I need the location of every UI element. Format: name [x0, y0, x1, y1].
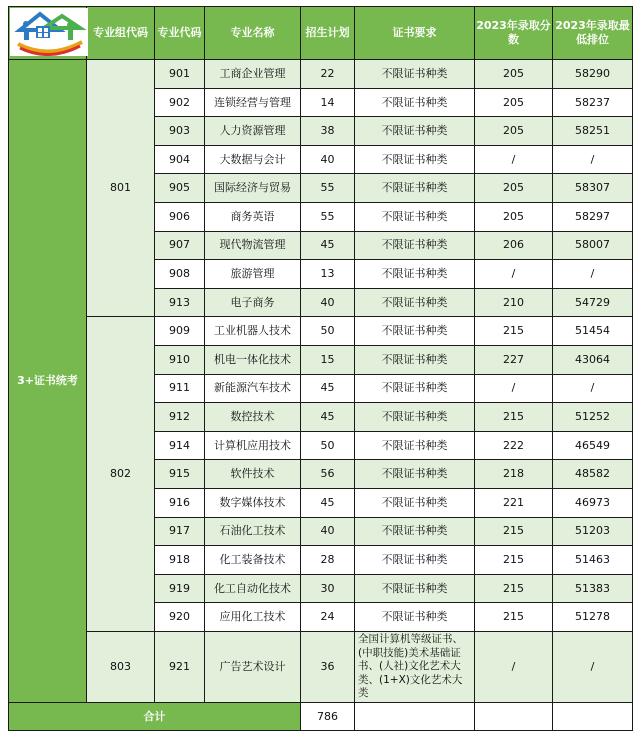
- cert-cell: 不限证书种类: [355, 460, 475, 489]
- major-name-cell: 现代物流管理: [205, 231, 301, 260]
- score-cell: 210: [475, 288, 553, 317]
- score-cell: /: [475, 145, 553, 174]
- score-cell: 227: [475, 345, 553, 374]
- plan-cell: 15: [301, 345, 355, 374]
- score-cell: 215: [475, 317, 553, 346]
- cert-cell: 不限证书种类: [355, 546, 475, 575]
- major-code-cell: 915: [155, 460, 205, 489]
- cert-cell: 不限证书种类: [355, 174, 475, 203]
- major-code-cell: 907: [155, 231, 205, 260]
- plan-cell: 50: [301, 431, 355, 460]
- cert-cell: 不限证书种类: [355, 403, 475, 432]
- score-cell: 215: [475, 403, 553, 432]
- major-code-cell: 910: [155, 345, 205, 374]
- total-empty-cell: [475, 703, 553, 731]
- table-row: [9, 631, 633, 702]
- plan-cell: 40: [301, 145, 355, 174]
- major-code-cell: 920: [155, 603, 205, 632]
- score-cell: 222: [475, 431, 553, 460]
- plan-cell: 24: [301, 603, 355, 632]
- score-cell: 206: [475, 231, 553, 260]
- plan-cell: 22: [301, 60, 355, 89]
- plan-cell: 56: [301, 460, 355, 489]
- plan-cell: 13: [301, 260, 355, 289]
- major-code-cell: 917: [155, 517, 205, 546]
- plan-cell: 45: [301, 374, 355, 403]
- group-code-cell: 803: [87, 631, 155, 702]
- rank-cell: 46549: [553, 431, 633, 460]
- major-name-cell: 应用化工技术: [205, 603, 301, 632]
- major-code-cell: 916: [155, 488, 205, 517]
- major-name-cell: 机电一体化技术: [205, 345, 301, 374]
- score-cell: 218: [475, 460, 553, 489]
- major-name-cell: 工业机器人技术: [205, 317, 301, 346]
- plan-cell: 45: [301, 488, 355, 517]
- rank-cell: /: [553, 631, 633, 702]
- cert-cell: 不限证书种类: [355, 288, 475, 317]
- major-code-cell: 918: [155, 546, 205, 575]
- rank-cell: /: [553, 260, 633, 289]
- score-cell: /: [475, 374, 553, 403]
- cert-cell: 不限证书种类: [355, 202, 475, 231]
- group-code-cell: 801: [87, 60, 155, 317]
- plan-cell: 40: [301, 517, 355, 546]
- major-code-cell: 902: [155, 88, 205, 117]
- major-code-cell: 901: [155, 60, 205, 89]
- plan-cell: 45: [301, 403, 355, 432]
- score-cell: 215: [475, 517, 553, 546]
- major-name-cell: 大数据与会计: [205, 145, 301, 174]
- rank-cell: 58007: [553, 231, 633, 260]
- score-cell: 205: [475, 117, 553, 146]
- cert-cell: 不限证书种类: [355, 88, 475, 117]
- admission-plan-table: [8, 6, 633, 731]
- plan-cell: 38: [301, 117, 355, 146]
- major-name-cell: 数控技术: [205, 403, 301, 432]
- cert-cell: 不限证书种类: [355, 517, 475, 546]
- cert-cell: 不限证书种类: [355, 317, 475, 346]
- rank-cell: 51454: [553, 317, 633, 346]
- rank-cell: 51278: [553, 603, 633, 632]
- cert-cell: 不限证书种类: [355, 574, 475, 603]
- plan-cell: 14: [301, 88, 355, 117]
- major-code-cell: 909: [155, 317, 205, 346]
- rank-cell: /: [553, 374, 633, 403]
- plan-cell: 36: [301, 631, 355, 702]
- score-cell: 205: [475, 60, 553, 89]
- score-cell: 205: [475, 88, 553, 117]
- cert-cell: 不限证书种类: [355, 260, 475, 289]
- total-label: 合计: [9, 703, 301, 731]
- major-name-cell: 数字媒体技术: [205, 488, 301, 517]
- rank-cell: 54729: [553, 288, 633, 317]
- score-cell: 205: [475, 202, 553, 231]
- major-code-cell: 906: [155, 202, 205, 231]
- header-plan: 招生计划: [301, 7, 355, 60]
- plan-cell: 28: [301, 546, 355, 575]
- major-name-cell: 电子商务: [205, 288, 301, 317]
- cert-cell: 不限证书种类: [355, 603, 475, 632]
- major-name-cell: 化工装备技术: [205, 546, 301, 575]
- score-cell: /: [475, 631, 553, 702]
- category-cell: 3+证书统考: [9, 60, 87, 703]
- score-cell: 215: [475, 603, 553, 632]
- major-name-cell: 商务英语: [205, 202, 301, 231]
- major-code-cell: 919: [155, 574, 205, 603]
- header-rank: 2023年录取最低排位: [553, 7, 633, 60]
- total-plan: 786: [301, 703, 355, 731]
- plan-cell: 50: [301, 317, 355, 346]
- cert-cell: 不限证书种类: [355, 145, 475, 174]
- major-name-cell: 国际经济与贸易: [205, 174, 301, 203]
- cert-cell: 不限证书种类: [355, 231, 475, 260]
- admission-table-wrapper: [8, 6, 633, 731]
- table-body: [9, 60, 633, 731]
- score-cell: 221: [475, 488, 553, 517]
- major-code-cell: 911: [155, 374, 205, 403]
- score-cell: 215: [475, 546, 553, 575]
- rank-cell: 51252: [553, 403, 633, 432]
- major-code-cell: 912: [155, 403, 205, 432]
- cert-cell: 不限证书种类: [355, 345, 475, 374]
- plan-cell: 30: [301, 574, 355, 603]
- table-row: [9, 317, 633, 346]
- major-code-cell: 903: [155, 117, 205, 146]
- header-score: 2023年录取分数: [475, 7, 553, 60]
- score-cell: /: [475, 260, 553, 289]
- score-cell: 205: [475, 174, 553, 203]
- cert-cell: 不限证书种类: [355, 374, 475, 403]
- major-name-cell: 新能源汽车技术: [205, 374, 301, 403]
- cert-cell: 不限证书种类: [355, 488, 475, 517]
- rank-cell: 58237: [553, 88, 633, 117]
- major-name-cell: 旅游管理: [205, 260, 301, 289]
- total-row: [9, 703, 633, 731]
- rank-cell: /: [553, 145, 633, 174]
- cert-cell: 全国计算机等级证书、(中职技能)美术基础证书、(人社)文化艺术大类、(1+X)文化艺术大类: [355, 631, 475, 702]
- rank-cell: 51383: [553, 574, 633, 603]
- major-name-cell: 人力资源管理: [205, 117, 301, 146]
- major-name-cell: 广告艺术设计: [205, 631, 301, 702]
- cert-cell: 不限证书种类: [355, 60, 475, 89]
- group-code-cell: 802: [87, 317, 155, 632]
- plan-cell: 40: [301, 288, 355, 317]
- major-name-cell: 软件技术: [205, 460, 301, 489]
- major-name-cell: 工商企业管理: [205, 60, 301, 89]
- house-family-logo-icon: [10, 8, 88, 56]
- header-cert: 证书要求: [355, 7, 475, 60]
- rank-cell: 48582: [553, 460, 633, 489]
- header-row: [9, 7, 633, 60]
- major-code-cell: 913: [155, 288, 205, 317]
- rank-cell: 58297: [553, 202, 633, 231]
- major-name-cell: 连锁经营与管理: [205, 88, 301, 117]
- score-cell: 215: [475, 574, 553, 603]
- header-major-name: 专业名称: [205, 7, 301, 60]
- table-row: [9, 60, 633, 89]
- plan-cell: 55: [301, 174, 355, 203]
- total-empty-cell: [553, 703, 633, 731]
- header-group-code: 专业组代码: [87, 7, 155, 60]
- major-name-cell: 计算机应用技术: [205, 431, 301, 460]
- major-code-cell: 914: [155, 431, 205, 460]
- rank-cell: 43064: [553, 345, 633, 374]
- rank-cell: 58307: [553, 174, 633, 203]
- major-name-cell: 石油化工技术: [205, 517, 301, 546]
- rank-cell: 51463: [553, 546, 633, 575]
- major-code-cell: 905: [155, 174, 205, 203]
- rank-cell: 58290: [553, 60, 633, 89]
- total-empty-cell: [355, 703, 475, 731]
- major-code-cell: 908: [155, 260, 205, 289]
- rank-cell: 51203: [553, 517, 633, 546]
- rank-cell: 46973: [553, 488, 633, 517]
- major-code-cell: 921: [155, 631, 205, 702]
- plan-cell: 55: [301, 202, 355, 231]
- cert-cell: 不限证书种类: [355, 117, 475, 146]
- header-major-code: 专业代码: [155, 7, 205, 60]
- major-code-cell: 904: [155, 145, 205, 174]
- plan-cell: 45: [301, 231, 355, 260]
- cert-cell: 不限证书种类: [355, 431, 475, 460]
- rank-cell: 58251: [553, 117, 633, 146]
- major-name-cell: 化工自动化技术: [205, 574, 301, 603]
